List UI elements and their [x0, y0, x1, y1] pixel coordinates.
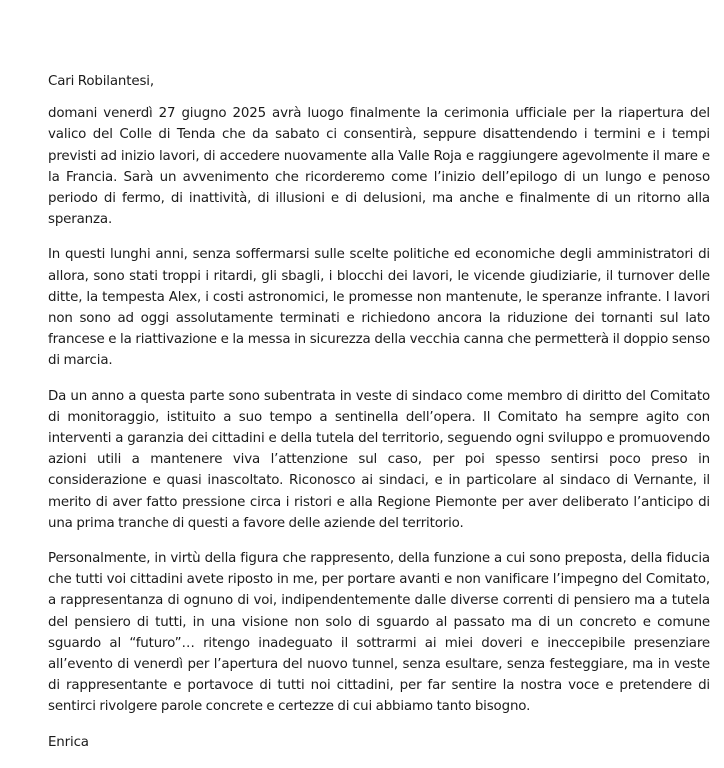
- letter-signature: Enrica: [48, 734, 89, 750]
- letter-salutation: Cari Robilantesi,: [48, 74, 154, 89]
- letter-paragraph-4: Personalmente, in virtù della figura che rappresento, della funzione a cui sono preposta, della fiducia che tutti voi cittadini avete riposto in me, per portare avanti e non vanificare l’impegno del Comitato, a rappresentanza di ognuno di voi, indipendentemente dalle diverse correnti di pensiero ma a tutela del pensiero di tutti, in una visione non solo di sguardo al passato ma di un concreto e comune sguardo al “futuro”… ritengo inadeguato il sottrarmi ai miei doveri e ineccepibile presenziare all’evento di venerdì per l’apertura del nuovo tunnel, senza esultare, senza festeggiare, ma in veste di rappresentante e portavoce di tutti noi cittadini, per far sentire la nostra voce e pretendere di sentirci rivolgere parole concrete e certezze di cui abbiamo tanto bisogno.: [48, 551, 710, 715]
- letter-paragraph-3: Da un anno a questa parte sono subentrata in veste di sindaco come membro di diritto del Comitato di monitoraggio, istituito a suo tempo a sentinella dell’opera. Il Comitato ha sempre agito con interventi a garanzia dei cittadini e della tutela del territorio, seguendo ogni sviluppo e promuovendo azioni utili a mantenere viva l’attenzione sul caso, per poi spesso sentirsi poco preso in considerazione e quasi inascoltato. Riconosco ai sindaci, e in particolare al sindaco di Vernante, il merito di aver fatto pressione circa i ristori e alla Regione Piemonte per aver deliberato l’anticipo di una prima tranche di questi a favore delle aziende del territorio.: [48, 388, 710, 531]
- letter-paragraph-2: In questi lunghi anni, senza soffermarsi sulle scelte politiche ed economiche degli amministratori di allora, sono stati troppi i ritardi, gli sbagli, i blocchi dei lavori, le vicende giudiziarie, il turnover delle ditte, la tempesta Alex, i costi astronomici, le promesse non mantenute, le speranze infrante. I lavori non sono ad oggi assolutamente terminati e richiedono ancora la riduzione dei tornanti sul lato francese e la riattivazione e la messa in sicurezza della vecchia canna che permetterà il doppio senso di marcia.: [48, 247, 710, 369]
- letter-paragraph-1: domani venerdì 27 giugno 2025 avrà luogo finalmente la cerimonia ufficiale per la riapertura del valico del Colle di Tenda che da sabato ci consentirà, seppure disattendendo i termini e i tempi previsti ad inizio lavori, di accedere nuovamente alla Valle Roja e raggiungere agevolmente il mare e la Francia. Sarà un avvenimento che ricorderemo come l’inizio dell’epilogo di un lungo e penoso periodo di fermo, di inattività, di illusioni e di delusioni, ma anche e finalmente di un ritorno alla speranza.: [48, 106, 710, 228]
- letter: [48, 71, 710, 753]
